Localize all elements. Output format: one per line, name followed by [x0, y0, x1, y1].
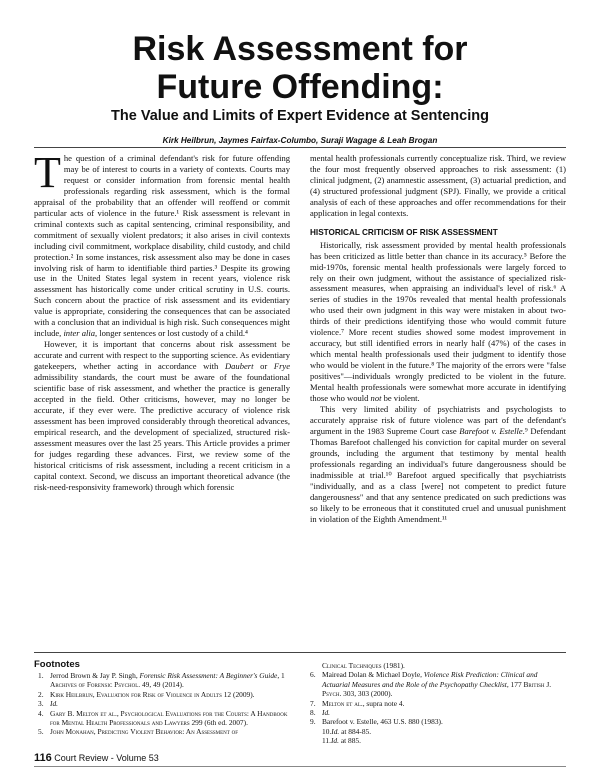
paragraph-4: Historically, risk assessment provided by mental health professionals has been criticized as little better than chance in its accuracy.⁵ Before the mid-1970s, forensic mental health professionals were largely forced to rely on their own judgment, without the assistance of specialized risk-assessment measures, when appraising an individual's level of risk.⁶ A series of studies in the 1970s revealed that mental health professionals who used their own judgment in this way were mistaken in about two-thirds of their predictions identifying those who would commit future violence.⁷ More recent studies showed some modest improvement in accuracy, but still identified errors in nearly half (47%) of the cases in which mental health professionals used their judgment to identify those who would be violent in the future.⁸ The majority of the errors were "false positives"—individuals wrongly predicted to be violent in the future. Mental health professionals were somewhat more accurate in identifying those who would not be violent. — [310, 239, 566, 404]
title-line-1: Risk Assessment for — [132, 30, 468, 68]
page-number: 116 — [34, 752, 52, 764]
footnote: 6. Mairead Dolan & Michael Doyle, Violence Risk Prediction: Clinical and Actuarial Measures and the Role of the Psychopathy Checklist, 177 British J. Psych. 303, 303 (2000). — [310, 670, 552, 699]
footnote: 8. Id. — [310, 708, 331, 718]
footnote: Clinical Techniques (1981). — [322, 661, 405, 670]
footnote: 5. John Monahan, Predicting Violent Behavior: An Assessment of — [38, 727, 239, 737]
paragraph-3: mental health professionals currently conceptualize risk. Third, we review the four most frequently observed approaches to risk assessment: (1) clinical judgment, (2) anamnestic assessment, (3) actuarial prediction, and (4) structured professional judgment (SPJ). Finally, we provide a critical analysis of each of these approaches and offer recommendations for their application in legal contexts. — [310, 153, 566, 218]
paragraph-5: This very limited ability of psychiatrists and psychologists to accurately appraise risk of future violence was part of the defendant's argument in the 1983 Supreme Court case Barefoot v. Estelle.⁹ Defendant Thomas Barefoot challenged his conviction for capital murder on several grounds, including the argument that testimony by mental health professionals regarding an individual's future dangerousness should be inadmissible at trial.¹⁰ Barefoot argued specifically that psychiatrists "individually, and as a class [were] not competent to predict future dangerousness" and that any sentence predicated on such predictions was so likely to be erroneous that it constituted cruel and unusual punishment in violation of the Eighth Amendment.¹¹ — [310, 403, 567, 524]
footnote: 3. Id. — [38, 699, 59, 709]
footnote: 7. Melton et al., supra note 4. — [310, 698, 405, 708]
journal-name: Court Review - Volume 53 — [51, 753, 159, 763]
left-column — [34, 148, 290, 493]
authors: Kirk Heilbrun, Jaymes Fairfax-Columbo, Suraji Wagage & Leah Brogan — [162, 136, 438, 145]
footnote: 11.Id. at 885. — [322, 736, 361, 746]
page-footer — [34, 752, 159, 764]
footnote: 4. Gary B. Melton et al., Psychological Evaluations for the Courts: A Handbook for Mental Health Professionals and Lawyers 299 (6th ed. 2007). — [38, 708, 288, 728]
footnote: 2. Kirk Heilbrun, Evaluation for Risk of Violence in Adults 12 (2009). — [38, 689, 255, 699]
header-rule — [34, 147, 566, 148]
subtitle: The Value and Limits of Expert Evidence at Sentencing — [111, 108, 489, 124]
footnote: 1. Jerrod Brown & Jay P. Singh, Forensic Risk Assessment: A Beginner's Guide, 1 Archives of Forensic Psychol. 49, 49 (2014). — [38, 671, 285, 690]
section-heading: HISTORICAL CRITICISM OF RISK ASSESSMENT — [310, 227, 498, 237]
intro-paragraph: The question of a criminal defendant's risk for future offending may be of interest to courts in a variety of contexts. Courts may request or consider information from forensic mental health professionals regarding risk assessment, which is the formal appraisal of the probability that an offender will reoffend or commit particular acts of violence in the future.¹ Risk assessment is relevant in criminal contexts such as capital sentencing, criminal responsibility, and commitment of sexually violent predators; it also arises in civil contexts including civil commitment, workplace disability, child custody, and child protection.² In some instances, risk assessment also may be done in cases involving risk of harm to identifiable third parties.³ Despite its growing use in the United States legal system in recent years, violence risk assessment has historically come under critical scrutiny in U.S. courts. Such concern about the practice of risk assessment and its evidentiary value is appropriate, considering the consequences that can be associated with a conclusion that an individual is high risk. Such consequences might include, inter alia, longer sentences or lost custody of a child.⁴ — [34, 148, 290, 339]
title-line-2: Future Offending: — [156, 68, 444, 106]
right-column — [310, 153, 566, 524]
drop-cap: T — [34, 148, 61, 197]
footer-rule — [34, 766, 566, 767]
footnote-rule — [34, 652, 566, 653]
footnotes-right — [310, 661, 566, 746]
footnote: 10.Id. at 884-85. — [322, 726, 372, 736]
footnote: 9. Barefoot v. Estelle, 463 U.S. 880 (1983). — [310, 717, 443, 727]
footnotes-left — [38, 671, 294, 737]
paragraph-2: However, it is important that concerns about risk assessment be accurate and current with respect to the supporting science. As evidentiary gatekeepers, whether acting in accordance with Daubert or Frye admissibility standards, the court must be aware of the foundational scientific base of risk assessment, and whether the practice is generally accepted in the field. Other criticisms, however, may no longer be accurate, if they ever were. The predictive accuracy of violence risk assessment has been improved considerably through theoretical advances, empirical research, and the development of specialized, structured risk-assessment measures over the last 25 years. This Article provides a primer for judges regarding these advances. First, we review some of the historical criticisms of risk assessment, including a recent criticism in a capital context. Second, we discuss an important theoretical advance (the risk-need-responsivity framework) through which forensic — [34, 339, 290, 492]
footnotes-heading: Footnotes — [34, 659, 80, 670]
